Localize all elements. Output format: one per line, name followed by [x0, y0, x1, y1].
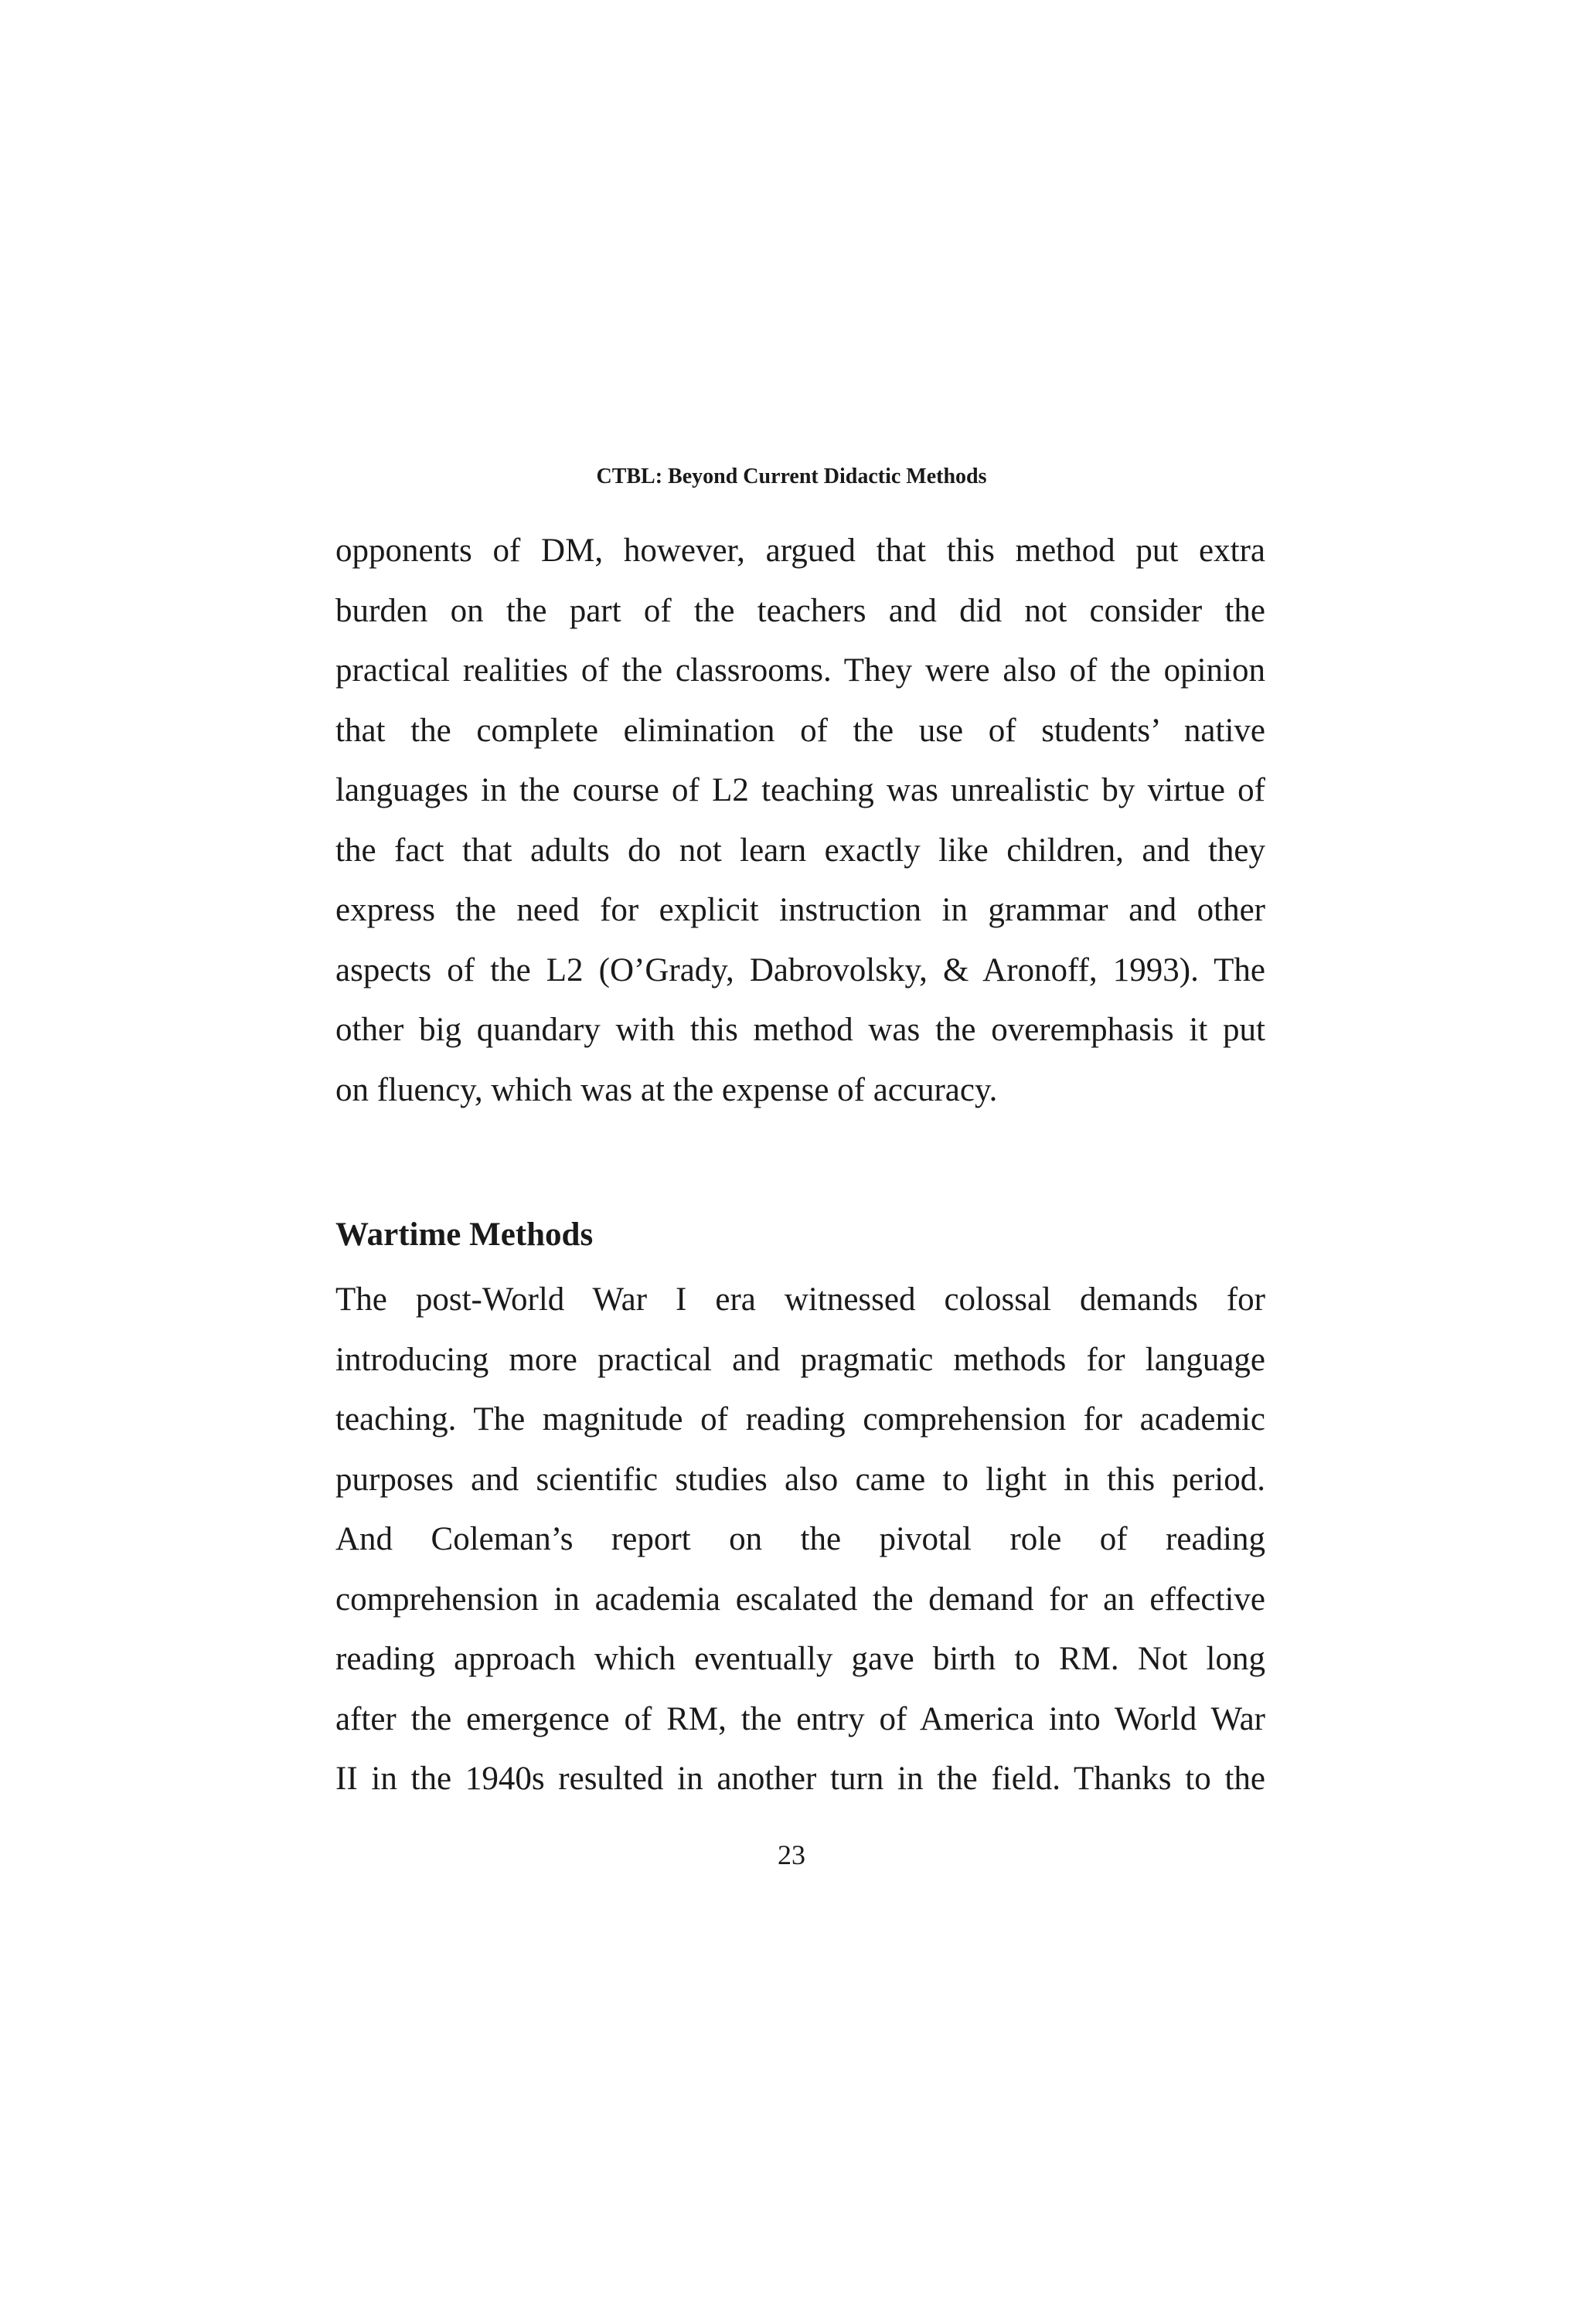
text-line: The post-World War I era witnessed colossal demands for — [335, 1281, 1265, 1318]
text-line: And Coleman’s report on the pivotal role of reading — [335, 1521, 1265, 1557]
text-line: on fluency, which was at the expense of accuracy. — [335, 1071, 998, 1108]
text-line: the fact that adults do not learn exactly like children, and they — [335, 832, 1265, 869]
text-line: languages in the course of L2 teaching was unrealistic by virtue of — [335, 772, 1265, 808]
text-line: other big quandary with this method was the overemphasis it put — [335, 1012, 1265, 1048]
text-line: that the complete elimination of the use of students’ native — [335, 712, 1265, 749]
text-line: burden on the part of the teachers and did not consider the — [335, 592, 1265, 629]
running-header: CTBL: Beyond Current Didactic Methods — [596, 464, 987, 488]
text-line: reading approach which eventually gave birth to RM. Not long — [335, 1641, 1265, 1677]
page-number: 23 — [778, 1839, 805, 1870]
text-line: introducing more practical and pragmatic methods for language — [335, 1341, 1265, 1378]
text-line: teaching. The magnitude of reading comprehension for academic — [335, 1401, 1265, 1438]
text-line: opponents of DM, however, argued that this method put extra — [335, 533, 1265, 569]
text-line: purposes and scientific studies also came to light in this period. — [335, 1461, 1265, 1498]
text-line: practical realities of the classrooms. They were also of the opinion — [335, 652, 1265, 689]
text-line: after the emergence of RM, the entry of America into World War — [335, 1700, 1265, 1737]
text-line: express the need for explicit instruction in grammar and other — [335, 892, 1265, 928]
text-line: aspects of the L2 (O’Grady, Dabrovolsky, & Aronoff, 1993). The — [335, 951, 1265, 988]
section-heading: Wartime Methods — [335, 1216, 594, 1253]
text-line: II in the 1940s resulted in another turn in the field. Thanks to the — [335, 1761, 1265, 1797]
body-paragraph-2 — [335, 1270, 1265, 1809]
text-line: comprehension in academia escalated the demand for an effective — [335, 1581, 1265, 1618]
body-paragraph-1 — [335, 521, 1265, 1120]
